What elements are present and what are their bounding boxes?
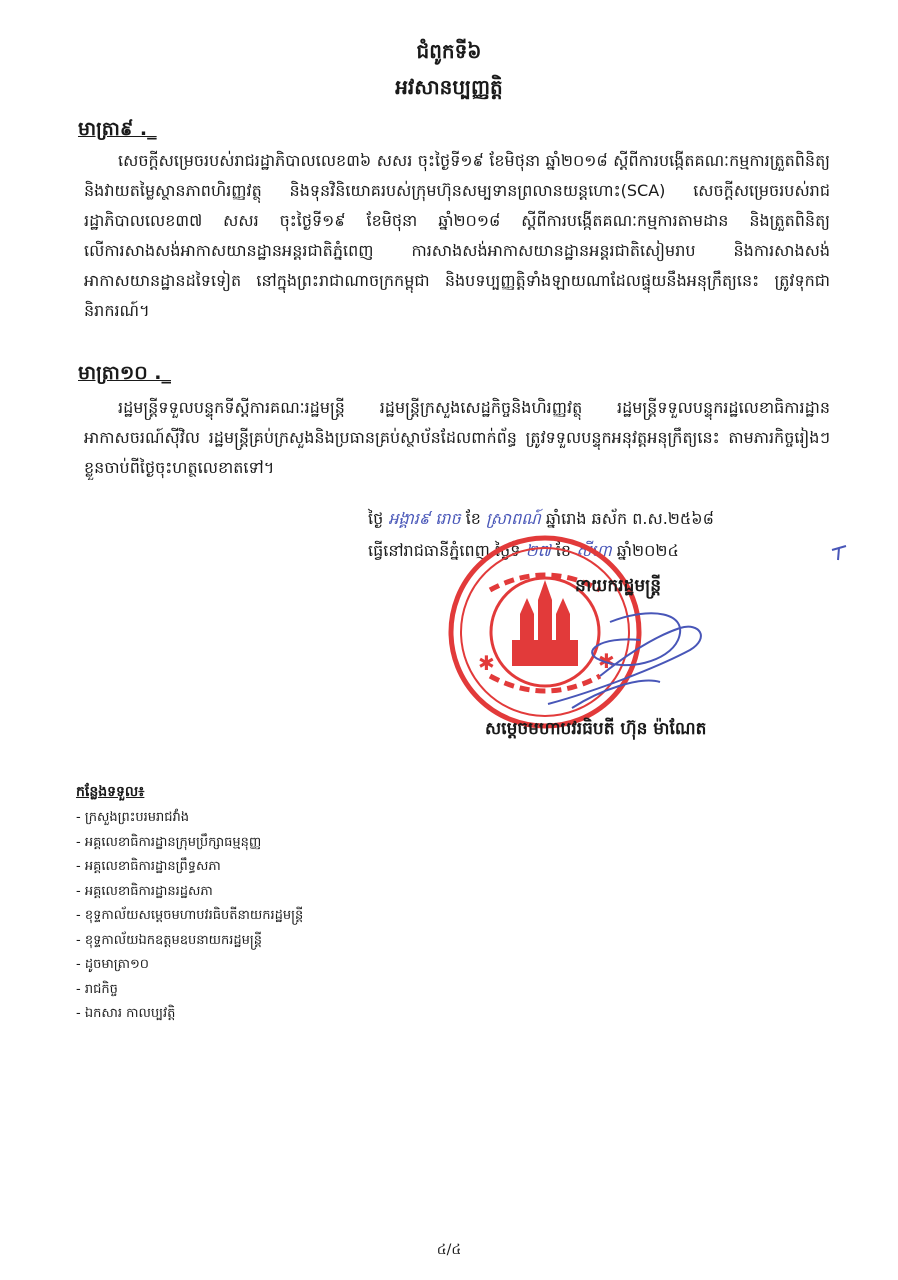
list-item: - ខុទ្ទកាល័យឯកឧត្តមឧបនាយករដ្ឋមន្ត្រី — [76, 932, 262, 948]
article-9-text: សេចក្តីសម្រេចរបស់រាជរដ្ឋាភិបាលលេខ៣៦ សសរ ចុះថ្ងៃទី១៩ ខែមិថុនា ឆ្នាំ២០១៨ ស្តីពីការបង្កើតគណៈកម្មការត្រួតពិនិត្យ និងវាយតម្លៃស្ថានភាពហិរញ្ញវត្ថុ និងទុនវិនិយោគរបស់ក្រុមហ៊ុនសម្បទានព្រលានយន្តហោះ(SCA) សេចក្តីសម្រេចរបស់រាជរដ្ឋាភិបាលលេខ៣៧ សសរ ចុះថ្ងៃទី១៩ ខែមិថុនា ឆ្នាំ២០១៨ ស្តីពីការបង្កើតគណៈកម្មការតាមដាន និងត្រួតពិនិត្យលើការសាងសង់អាកាសយានដ្ឋានអន្តរជាតិភ្នំពេញ ការសាងសង់អាកាសយានដ្ឋានអន្តរជាតិសៀមរាប និងការសាងសង់អាកាសយានដ្ឋានដទៃទៀត នៅក្នុងព្រះរាជាណាចក្រកម្ពុជា និងបទប្បញ្ញត្តិទាំងឡាយណាដែលផ្ទុយនឹងអនុក្រឹត្យនេះ ត្រូវទុកជានិរាករណ៍។ — [84, 151, 830, 320]
article-10-text: រដ្ឋមន្ត្រីទទួលបន្ទុកទីស្តីការគណៈរដ្ឋមន្ត្រី រដ្ឋមន្ត្រីក្រសួងសេដ្ឋកិច្ចនិងហិរញ្ញវត្ថុ រដ្ឋមន្ត្រីទទួលបន្ទុករដ្ឋលេខាធិការដ្ឋានអាកាសចរណ៍ស៊ីវិល រដ្ឋមន្ត្រីគ្រប់ក្រសួងនិងប្រធានគ្រប់ស្ថាប័នដែលពាក់ព័ន្ធ ត្រូវទទួលបន្ទុកអនុវត្តអនុក្រឹត្យនេះ តាមភារកិច្ចរៀងៗខ្លួនចាប់ពីថ្ងៃចុះហត្ថលេខាតទៅ។ — [84, 398, 830, 477]
place-prefix: ធ្វើនៅរាជធានីភ្នំពេញ ថ្ងៃទី — [368, 541, 521, 560]
list-item: - អគ្គលេខាធិការដ្ឋានព្រឹទ្ធសភា — [76, 859, 221, 874]
svg-text:✱: ✱ — [598, 649, 615, 673]
month-handwritten: សីហា — [576, 541, 612, 560]
recipients-list — [76, 806, 303, 1027]
signatory-name: សម្តេចមហាបវរធិបតី ហ៊ុន ម៉ាណែត — [485, 719, 707, 739]
chapter-title: អវសានប្បញ្ញត្តិ — [395, 75, 503, 99]
list-item: - ដូចមាត្រា១០ — [76, 957, 149, 972]
list-item: - អគ្គលេខាធិការដ្ឋានរដ្ឋសភា — [76, 883, 213, 899]
list-item: - ក្រសួងព្រះបរមរាជវាំង — [76, 810, 190, 825]
page-number: ៤/៤ — [436, 1242, 462, 1258]
list-item: - ឯកសារ កាលប្បវត្តិ — [76, 1006, 176, 1021]
month-label: ខែ — [555, 541, 572, 560]
signatory-title: នាយករដ្ឋមន្ត្រី — [575, 576, 661, 596]
day-handwritten: ២៧ — [525, 541, 551, 560]
lunar-prefix: ថ្ងៃ — [368, 509, 384, 528]
lunar-month-label: ខែ — [465, 509, 481, 528]
list-item: - រាជកិច្ច — [76, 981, 118, 997]
recipients-title: កន្លែងទទួល៖ — [76, 784, 145, 800]
article-9-number: មាត្រា៩ ._ — [78, 118, 157, 140]
official-seal-icon — [451, 538, 639, 726]
article-10-number: មាត្រា១០ ._ — [78, 362, 172, 384]
lunar-day-handwritten: អង្គារ៩ រោច — [388, 509, 461, 528]
svg-text:✱: ✱ — [478, 651, 495, 675]
list-item: - ខុទ្ទកាល័យសម្តេចមហាបវរធិបតីនាយករដ្ឋមន្ត្រី — [76, 908, 304, 923]
chapter-heading: ជំពូកទី៦ — [416, 39, 482, 63]
handwritten-mark — [832, 546, 846, 560]
list-item: - អគ្គលេខាធិការដ្ឋានក្រុមប្រឹក្សាធម្មនុញ្ញ — [76, 834, 262, 850]
year-text: ឆ្នាំ២០២៤ — [616, 541, 679, 560]
lunar-month-handwritten: ស្រាពណ៍ — [486, 509, 541, 528]
lunar-year-text: ឆ្នាំរោង ឆស័ក ព.ស.២៥៦៨ — [545, 509, 714, 528]
